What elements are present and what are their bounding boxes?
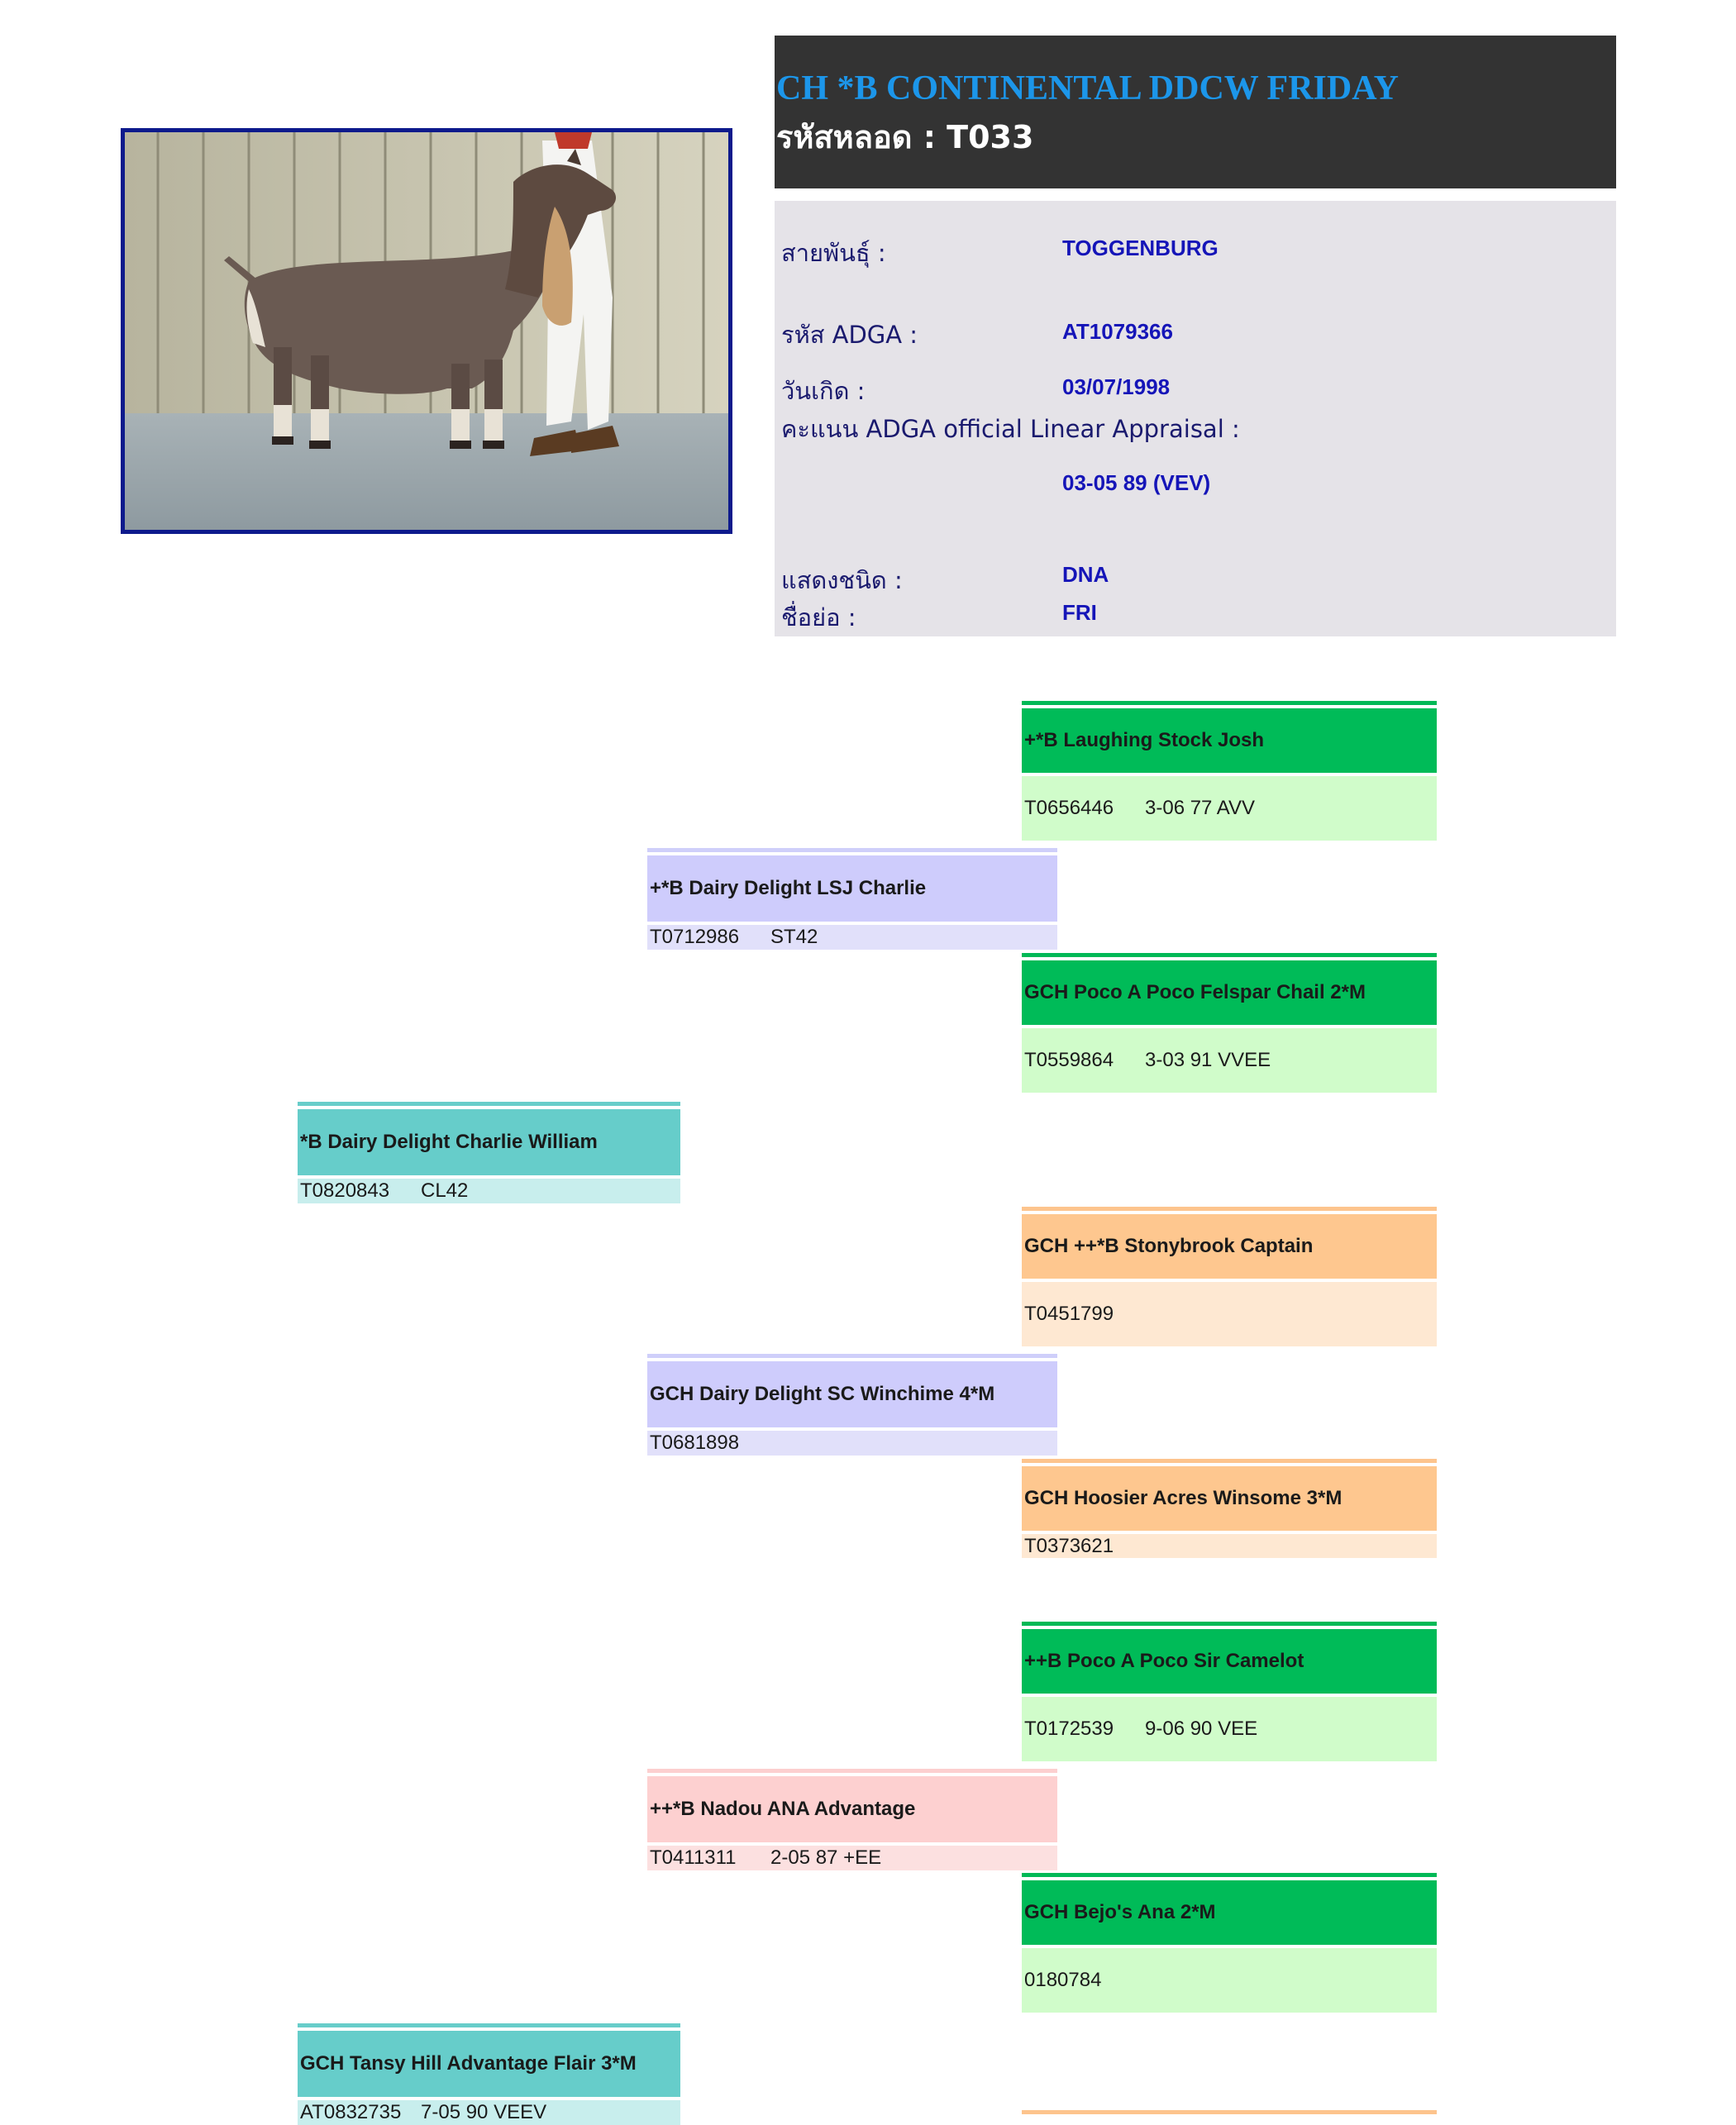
ancestor-name: GCH Dairy Delight SC Winchime 4*M xyxy=(647,1361,1057,1427)
ancestor-name: GCH Poco A Poco Felspar Chail 2*M xyxy=(1022,960,1437,1025)
birth-value: 03/07/1998 xyxy=(1062,374,1171,399)
type-label: แสดงชนิด : xyxy=(781,566,903,594)
goat-title: CH *B CONTINENTAL DDCW FRIDAY xyxy=(776,69,1400,107)
ancestor-name: ++B Poco A Poco Sir Camelot xyxy=(1022,1629,1437,1694)
ancestor-reg: 0180784 xyxy=(1024,1969,1102,1991)
goat-image xyxy=(125,132,728,530)
ancestor-name: GCH Tansy Hill Advantage Flair 3*M xyxy=(298,2031,680,2097)
ancestor-name: GCH ++*B Stonybrook Captain xyxy=(1022,1214,1437,1279)
ancestor-name: *B Dairy Delight Charlie William xyxy=(298,1109,680,1175)
ancestor-reg: T0559864 xyxy=(1024,1049,1114,1071)
ancestor-score: 7-05 90 VEEV xyxy=(421,2101,547,2123)
ancestor-score: 3-06 77 AVV xyxy=(1145,797,1255,819)
appraisal-label: คะแนน ADGA official Linear Appraisal : xyxy=(781,415,1240,443)
info-panel xyxy=(775,201,1616,636)
breed-label: สายพันธุ์ : xyxy=(781,239,886,267)
ancestor-reg: T0411311 xyxy=(650,1846,737,1869)
breed-value: TOGGENBURG xyxy=(1062,236,1219,260)
ancestor-score: ST42 xyxy=(770,926,818,948)
type-value: DNA xyxy=(1062,562,1109,587)
ancestor-reg: AT0832735 xyxy=(300,2101,402,2123)
ancestor-reg: T0172539 xyxy=(1024,1718,1114,1740)
appraisal-value: 03-05 89 (VEV) xyxy=(1062,470,1211,495)
ancestor-reg: T0681898 xyxy=(650,1432,740,1454)
adga-label: รหัส ADGA : xyxy=(781,321,918,349)
ancestor-name: ++*B Nadou ANA Advantage xyxy=(647,1776,1057,1842)
ancestor-name: +*B Dairy Delight LSJ Charlie xyxy=(647,855,1057,922)
abbr-value: FRI xyxy=(1062,600,1097,625)
ancestor-reg: T0373621 xyxy=(1024,1534,1114,1557)
ancestor-score: 9-06 90 VEE xyxy=(1145,1718,1258,1740)
ancestor-reg: T0656446 xyxy=(1024,797,1114,819)
ancestor-reg: T0712986 xyxy=(650,926,740,948)
goat-photo xyxy=(121,128,732,534)
ancestor-name: GCH Hoosier Acres Winsome 3*M xyxy=(1022,1466,1437,1531)
ancestor-score: CL42 xyxy=(421,1179,469,1202)
header-banner xyxy=(775,36,1616,188)
abbr-label: ชื่อย่อ : xyxy=(781,603,856,631)
birth-label: วันเกิด : xyxy=(781,377,866,405)
pedigree-ddd-edge xyxy=(1022,2110,1437,2114)
ancestor-name: +*B Laughing Stock Josh xyxy=(1022,708,1437,773)
ancestor-reg: T0820843 xyxy=(300,1179,390,1202)
ancestor-score: 3-03 91 VVEE xyxy=(1145,1049,1271,1071)
ancestor-score: 2-05 87 +EE xyxy=(770,1846,882,1869)
ancestor-reg: T0451799 xyxy=(1024,1303,1114,1325)
adga-value: AT1079366 xyxy=(1062,319,1173,344)
straw-code: รหัสหลอด : T033 xyxy=(776,119,1034,155)
ancestor-name: GCH Bejo's Ana 2*M xyxy=(1022,1880,1437,1945)
